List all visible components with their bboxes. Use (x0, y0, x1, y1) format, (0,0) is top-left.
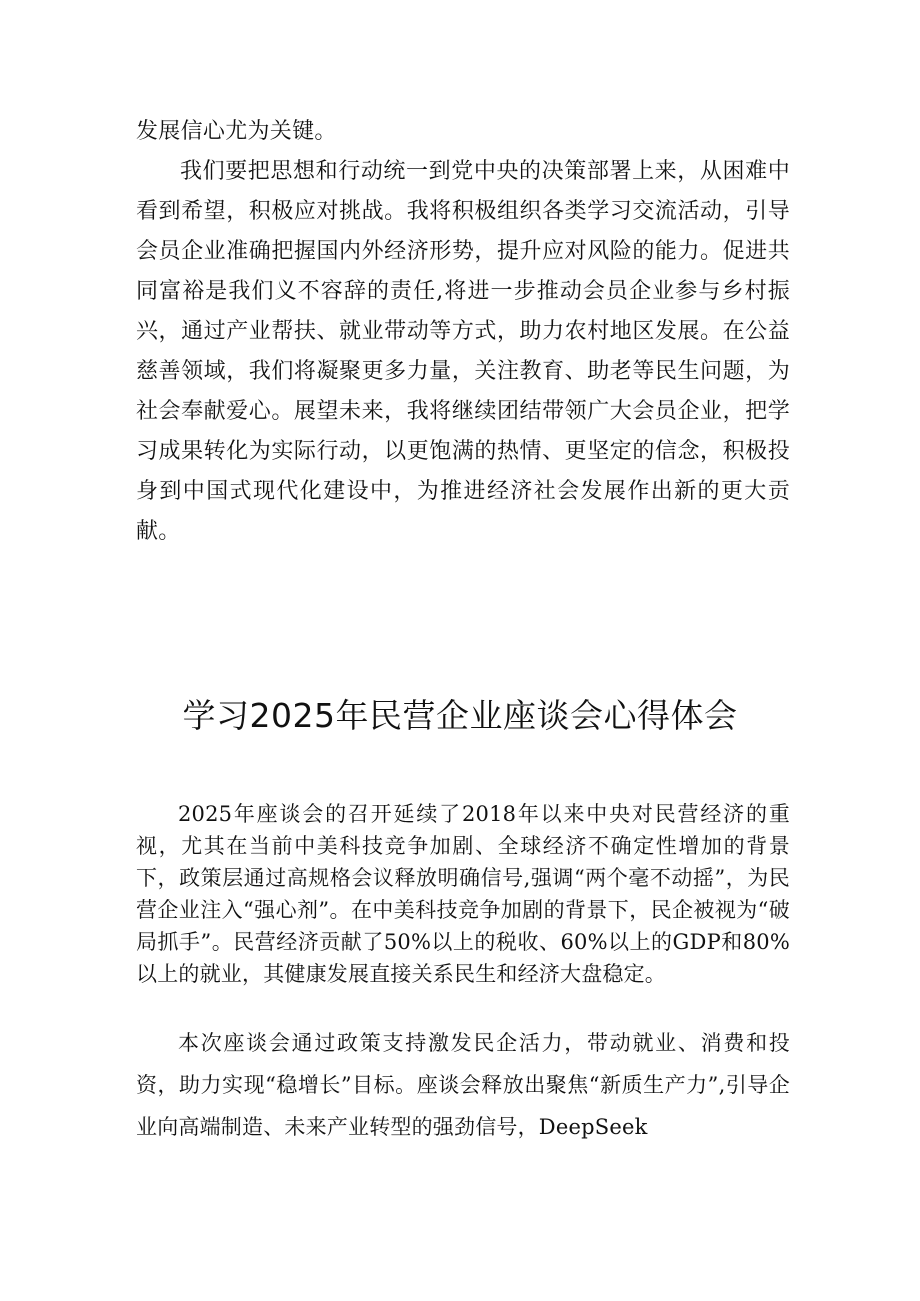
document-title: 学习2025年民营企业座谈会心得体会 (182, 696, 738, 735)
paragraph-1: 我们要把思想和行动统一到党中央的决策部署上来，从困难中看到希望，积极应对挑战。我将积极组织各类学习交流活动，引导会员企业准确把握国内外经济形势，提升应对风险的能力。促进共同富裕是我们义不容辞的责任,将进一步推动会员企业参与乡村振兴，通过产业帮扶、就业带动等方式，助力农村地区发展。在公益慈善领域，我们将凝聚更多力量，关注教育、助老等民生问题，为社会奉献爱心。展望未来，我将继续团结带领广大会员企业，把学习成果转化为实际行动，以更饱满的热情、更坚定的信念，积极投身到中国式现代化建设中，为推进经济社会发展作出新的更大贡献。 (136, 159, 790, 544)
section-top (136, 112, 790, 552)
section-body (136, 798, 790, 990)
paragraph-3: 本次座谈会通过政策支持激发民企活力，带动就业、消费和投资，助力实现“稳增长”目标。座谈会释放出聚焦“新质生产力”,引导企业向高端制造、未来产业转型的强劲信号，DeepSeek (136, 1031, 790, 1139)
section-body-continued (136, 1022, 790, 1148)
paragraph-2: 2025年座谈会的召开延续了2018年以来中央对民营经济的重视，尤其在当前中美科技竞争加剧、全球经济不确定性增加的背景下，政策层通过高规格会议释放明确信号,强调“两个毫不动摇”，为民营企业注入“强心剂”。在中美科技竞争加剧的背景下，民企被视为“破局抓手”。民营经济贡献了50%以上的税收、60%以上的GDP和80%以上的就业，其健康发展直接关系民生和经济大盘稳定。 (136, 802, 790, 986)
paragraph-continued: 发展信心尤为关键。 (136, 119, 337, 144)
